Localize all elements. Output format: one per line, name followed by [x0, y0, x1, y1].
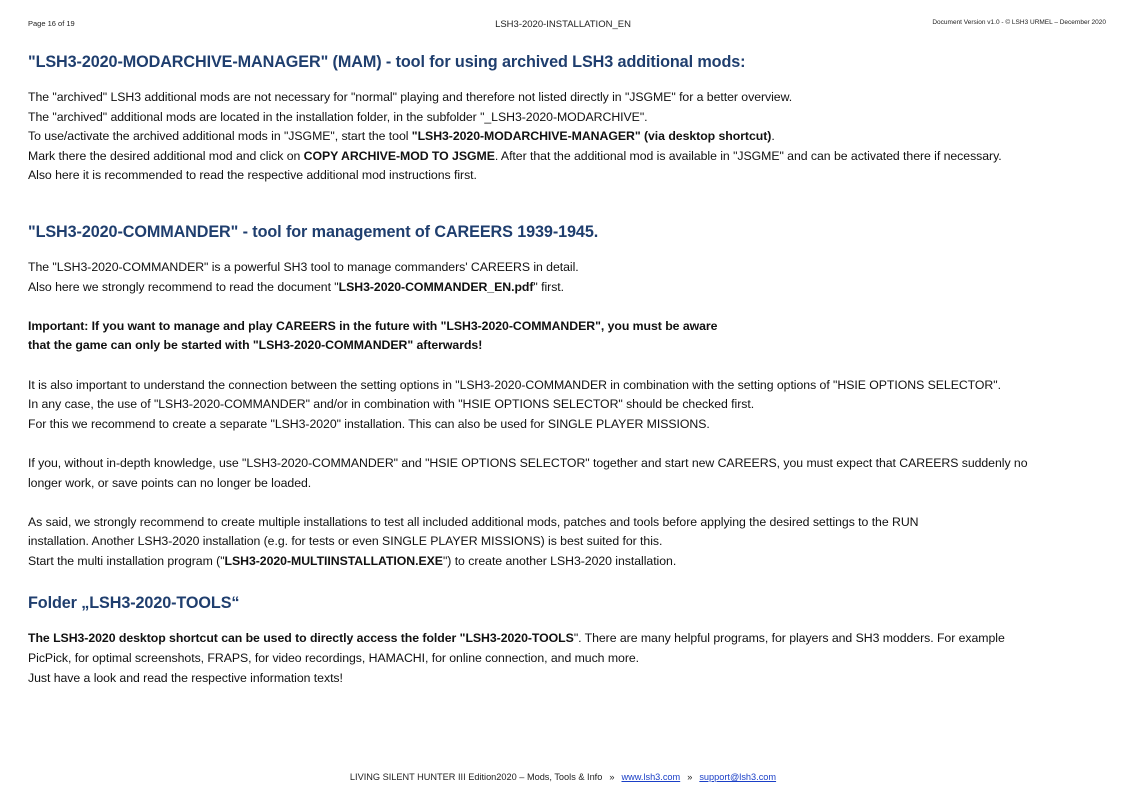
text-run: ". There are many helpful programs, for players and SH3 modders. For example	[573, 631, 1005, 646]
paragraph-line	[28, 147, 1108, 167]
text-run: " first.	[533, 279, 565, 294]
paragraph-line	[28, 127, 1108, 147]
paragraph-line: It is also important to understand the connection between the setting options in "LSH3-2020-COMMANDER in combination with the setting options of "HSIE OPTIONS SELECTOR".	[28, 377, 1001, 392]
text-run: Also here we strongly recommend to read the document "	[28, 279, 339, 294]
paragraph-line: As said, we strongly recommend to create multiple installations to test all included additional mods, patches and tools before applying the desired settings to the RUN	[28, 514, 919, 529]
paragraph-line: If you, without in-depth knowledge, use "LSH3-2020-COMMANDER" and "HSIE OPTIONS SELECTOR" together and start new CAREERS, you must expect that CAREERS suddenly no	[28, 455, 1028, 470]
paragraph-line	[28, 278, 1108, 298]
paragraph-line: installation. Another LSH3-2020 installation (e.g. for tests or even SINGLE PLAYER MISSIONS) is best suited for this.	[28, 534, 663, 549]
bold-folder-name: LSH3-2020-TOOLS	[465, 631, 574, 646]
paragraph-line	[28, 629, 1108, 649]
bold-important-text: that the game can only be started with "LSH3-2020-COMMANDER" afterwards!	[28, 338, 483, 353]
paragraph-line: longer work, or save points can no longer be loaded.	[28, 475, 312, 490]
text-run: . After that the additional mod is available in "JSGME" and can be activated there if necessary.	[494, 148, 1002, 163]
paragraph-line: In any case, the use of "LSH3-2020-COMMANDER" and/or in combination with "HSIE OPTIONS SELECTOR" should be checked first.	[28, 397, 755, 412]
paragraph-line: The "LSH3-2020-COMMANDER" is a powerful SH3 tool to manage commanders' CAREERS in detail.	[28, 259, 579, 274]
footer-separator: »	[687, 772, 693, 782]
section-heading-tools: Folder „LSH3-2020-TOOLS“	[28, 594, 240, 613]
bold-action-name: COPY ARCHIVE-MOD TO JSGME	[303, 148, 495, 163]
paragraph-line: PicPick, for optimal screenshots, FRAPS, for video recordings, HAMACHI, for online connection, and much more.	[28, 651, 640, 666]
paragraph-line: Just have a look and read the respective information texts!	[28, 670, 343, 685]
document-version: Document Version v1.0 - © LSH3 URMEL – December 2020	[932, 19, 1106, 26]
footer-separator: »	[609, 772, 615, 782]
important-note-line	[28, 317, 1108, 337]
document-title: LSH3-2020-INSTALLATION_EN	[495, 19, 631, 30]
page-number: Page 16 of 19	[28, 19, 75, 28]
paragraph-line	[28, 552, 1108, 572]
important-note-line	[28, 336, 1108, 356]
text-run: Start the multi installation program ("	[28, 553, 225, 568]
text-run: Mark there the desired additional mod and click on	[28, 148, 304, 163]
paragraph-line: The "archived" LSH3 additional mods are not necessary for "normal" playing and therefore not listed directly in "JSGME" for a better overview.	[28, 90, 793, 104]
bold-tool-name: "LSH3-2020-MODARCHIVE-MANAGER" (via desktop shortcut)	[411, 129, 772, 144]
bold-document-name: LSH3-2020-COMMANDER_EN.pdf	[338, 279, 534, 294]
support-email-link[interactable]: support@lsh3.com	[699, 772, 777, 782]
text-run: ") to create another LSH3-2020 installation.	[442, 553, 677, 568]
bold-intro-text: The LSH3-2020 desktop shortcut can be used to directly access the folder "	[28, 631, 466, 646]
bold-important-text: Important: If you want to manage and play CAREERS in the future with "LSH3-2020-COMMANDER", you must be aware	[28, 318, 718, 333]
paragraph-line: Also here it is recommended to read the respective additional mod instructions first.	[28, 168, 477, 183]
section-heading-commander: "LSH3-2020-COMMANDER" - tool for management of CAREERS 1939-1945.	[28, 222, 599, 241]
footer-text: LIVING SILENT HUNTER III Edition2020 – Mods, Tools & Info	[349, 772, 603, 782]
text-run: To use/activate the archived additional mods in "JSGME", start the tool	[28, 129, 412, 144]
website-link[interactable]: www.lsh3.com	[621, 772, 681, 782]
paragraph-line: The "archived" additional mods are located in the installation folder, in the subfolder "_LSH3-2020-MODARCHIVE".	[28, 109, 648, 124]
bold-program-name: LSH3-2020-MULTIINSTALLATION.EXE	[224, 553, 443, 568]
page-content	[28, 51, 1108, 688]
page-footer	[0, 772, 1126, 782]
text-run: .	[771, 129, 775, 144]
section-heading-mam: "LSH3-2020-MODARCHIVE-MANAGER" (MAM) - tool for using archived LSH3 additional mods:	[28, 53, 746, 71]
paragraph-line: For this we recommend to create a separate "LSH3-2020" installation. This can also be used for SINGLE PLAYER MISSIONS.	[28, 416, 710, 431]
